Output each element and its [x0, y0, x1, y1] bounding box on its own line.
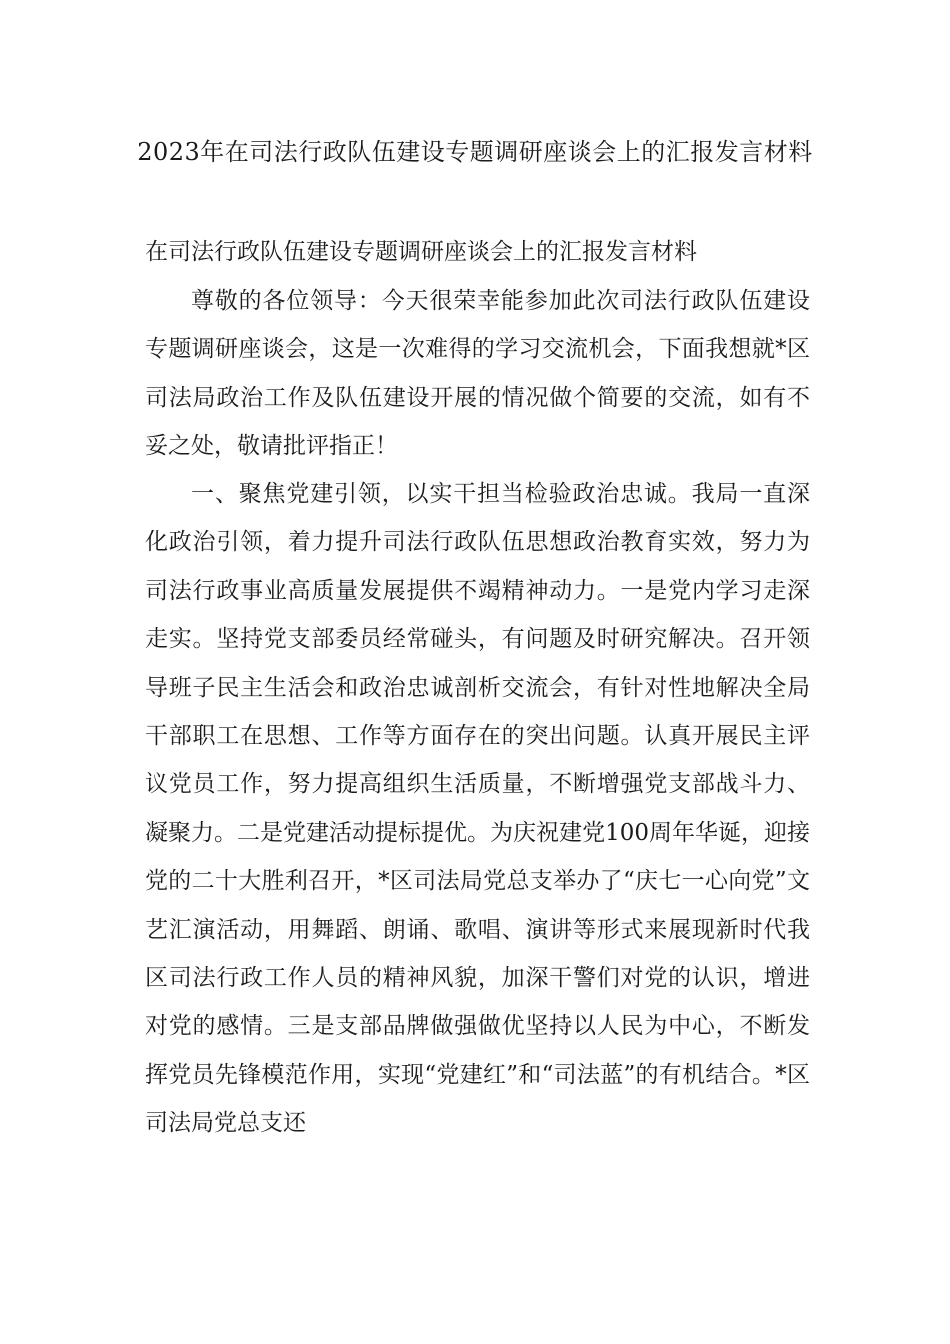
document-title: 2023年在司法行政队伍建设专题调研座谈会上的汇报发言材料 [137, 138, 813, 166]
paragraph-greeting: 尊敬的各位领导：今天很荣幸能参加此次司法行政队伍建设专题调研座谈会，这是一次难得的学习交流机会，下面我想就*区司法局政治工作及队伍建设开展的情况做个简要的交流，如有不妥之处，敬请批评指正！ [145, 288, 810, 460]
document-subtitle: 在司法行政队伍建设专题调研座谈会上的汇报发言材料 [145, 239, 697, 265]
paragraph-section-one: 一、聚焦党建引领，以实干担当检验政治忠诚。我局一直深化政治引领，着力提升司法行政队伍思想政治教育实效，努力为司法行政事业高质量发展提供不竭精神动力。一是党内学习走深走实。坚持党支部委员经常碰头，有问题及时研究解决。召开领导班子民主生活会和政治忠诚剖析交流会，有针对性地解决全局干部职工在思想、工作等方面存在的突出问题。认真开展民主评议党员工作，努力提高组织生活质量，不断增强党支部战斗力、凝聚力。二是党建活动提标提优。为庆祝建党100周年华诞，迎接党的二十大胜利召开，*区司法局党总支举办了“庆七一心向党”文艺汇演活动，用舞蹈、朗诵、歌唱、演讲等形式来展现新时代我区司法行政工作人员的精神风貌，加深干警们对党的认识，增进对党的感情。三是支部品牌做强做优坚持以人民为中心，不断发挥党员先锋模范作用，实现“党建红”和“司法蓝”的有机结合。*区司法局党总支还 [145, 481, 810, 1137]
